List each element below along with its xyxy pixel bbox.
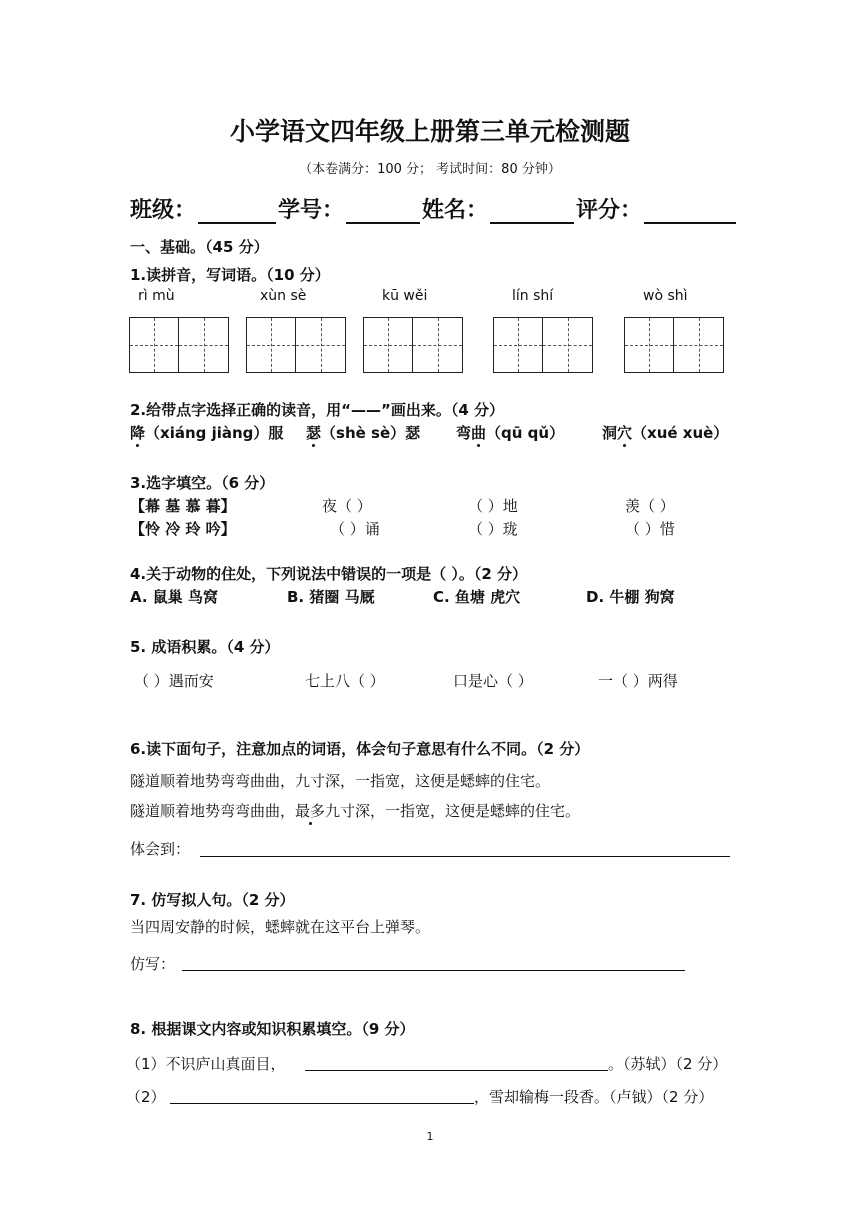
- writing-grid-1: [129, 317, 229, 373]
- idiom-3[interactable]: 口是心（ ）: [453, 672, 533, 690]
- writing-cell[interactable]: [363, 317, 413, 373]
- q8-item-2-suffix: ，雪却输梅一段香。（卢钺）（2 分）: [474, 1088, 714, 1106]
- q7-answer-line[interactable]: [182, 970, 685, 971]
- page-number: 1: [426, 1130, 434, 1143]
- writing-cell[interactable]: [493, 317, 543, 373]
- pinyin-5: wò shì: [643, 288, 688, 304]
- reading-options: （shè sè）瑟: [321, 424, 421, 442]
- q8-item-1-blank[interactable]: [305, 1070, 608, 1071]
- writing-grid-2: [246, 317, 346, 373]
- question-4-title: 4.关于动物的住处，下列说法中错误的一项是（ ）。（2 分）: [130, 565, 528, 583]
- q3-char-set-1: 【幕 墓 慕 暮】: [130, 497, 236, 515]
- writing-cell[interactable]: [413, 317, 463, 373]
- exam-subtitle: （本卷满分：100 分； 考试时间：80 分钟）: [299, 162, 561, 177]
- section-heading: 一、基础。（45 分）: [130, 238, 269, 256]
- idiom-1[interactable]: （ ）遇而安: [134, 672, 214, 690]
- writing-cell[interactable]: [246, 317, 296, 373]
- writing-grid-3: [363, 317, 463, 373]
- score-blank[interactable]: [644, 200, 736, 224]
- writing-grid-4: [493, 317, 593, 373]
- writing-cell[interactable]: [624, 317, 674, 373]
- option-c[interactable]: C. 鱼塘 虎穴: [433, 588, 521, 606]
- q8-item-1-suffix: 。（苏轼）（2 分）: [608, 1055, 728, 1073]
- question-8-title: 8. 根据课文内容或知识积累填空。（9 分）: [130, 1020, 415, 1038]
- dotted-char: 降: [130, 424, 146, 442]
- dotted-char: 曲: [471, 424, 487, 442]
- q2-item-2: [306, 422, 420, 443]
- writing-cell[interactable]: [296, 317, 346, 373]
- name-blank[interactable]: [490, 200, 574, 224]
- question-5-title: 5. 成语积累。（4 分）: [130, 638, 280, 656]
- class-label: 班级：: [130, 198, 197, 223]
- pinyin-3: kū wěi: [382, 288, 428, 304]
- reading-options: （xué xuè）: [632, 424, 729, 442]
- q8-item-2-prefix: （2）: [126, 1088, 166, 1106]
- q2-item-1: [130, 422, 283, 443]
- student-info-row: [130, 193, 738, 224]
- idiom-2[interactable]: 七上八（ ）: [305, 672, 385, 690]
- dotted-char: 穴: [617, 424, 633, 442]
- q6-answer-line[interactable]: [200, 856, 730, 857]
- q2-item-4: [602, 422, 728, 443]
- sentence-part: 九寸深，一指宽，这便是蟋蟀的住宅。: [325, 802, 581, 820]
- student-number-label: 学号：: [278, 198, 345, 223]
- writing-grid-5: [624, 317, 724, 373]
- writing-cell[interactable]: [674, 317, 724, 373]
- q6-sentence-2: [130, 800, 580, 821]
- q2-item-3: [456, 422, 564, 443]
- plain-char: 洞: [602, 424, 618, 442]
- exam-title: 小学语文四年级上册第三单元检测题: [229, 117, 630, 146]
- student-number-blank[interactable]: [346, 200, 420, 224]
- writing-cell[interactable]: [129, 317, 179, 373]
- question-6-title: 6.读下面句子，注意加点的词语，体会句子意思有什么不同。（2 分）: [130, 740, 590, 758]
- dotted-char: 瑟: [306, 424, 322, 442]
- option-b[interactable]: B. 猪圈 马厩: [287, 588, 375, 606]
- plain-char: 弯: [456, 424, 472, 442]
- q3-blank-3[interactable]: 羡（ ）: [625, 497, 675, 515]
- sentence-part: 隧道顺着地势弯弯曲曲，: [130, 802, 296, 820]
- q3-blank-6[interactable]: （ ）惜: [625, 520, 675, 538]
- name-label: 姓名：: [422, 198, 489, 223]
- pinyin-4: lín shí: [512, 288, 554, 304]
- reading-options: （xiáng jiàng）服: [145, 424, 284, 442]
- q3-blank-5[interactable]: （ ）珑: [468, 520, 518, 538]
- pinyin-2: xùn sè: [260, 288, 307, 304]
- question-7-title: 7. 仿写拟人句。（2 分）: [130, 891, 295, 909]
- q7-answer-label: 仿写：: [130, 955, 176, 973]
- q3-blank-2[interactable]: （ ）地: [468, 497, 518, 515]
- question-1-title: 1.读拼音，写词语。（10 分）: [130, 266, 330, 284]
- option-a[interactable]: A. 鼠巢 鸟窝: [130, 588, 219, 606]
- q8-item-1-prefix: （1）不识庐山真面目，: [126, 1055, 286, 1073]
- option-d[interactable]: D. 牛棚 狗窝: [586, 588, 675, 606]
- class-blank[interactable]: [198, 200, 276, 224]
- q6-sentence-1: 隧道顺着地势弯弯曲曲，九寸深，一指宽，这便是蟋蟀的住宅。: [130, 772, 551, 790]
- writing-cell[interactable]: [179, 317, 229, 373]
- question-2-title: 2.给带点字选择正确的读音，用“——”画出来。（4 分）: [130, 401, 505, 419]
- q3-char-set-2: 【怜 冷 玲 吟】: [130, 520, 236, 538]
- q3-blank-4[interactable]: （ ）诵: [330, 520, 380, 538]
- q6-answer-label: 体会到：: [130, 840, 191, 858]
- q8-item-2-blank[interactable]: [170, 1103, 474, 1104]
- reading-options: （qū qǔ）: [486, 424, 565, 442]
- q3-blank-1[interactable]: 夜（ ）: [322, 497, 372, 515]
- score-label: 评分：: [576, 198, 643, 223]
- q7-sentence: 当四周安静的时候，蟋蟀就在这平台上弹琴。: [130, 918, 431, 936]
- dotted-word: 最多: [295, 802, 326, 820]
- question-3-title: 3.选字填空。（6 分）: [130, 474, 275, 492]
- idiom-4[interactable]: 一（ ）两得: [598, 672, 678, 690]
- pinyin-1: rì mù: [138, 288, 175, 304]
- writing-cell[interactable]: [543, 317, 593, 373]
